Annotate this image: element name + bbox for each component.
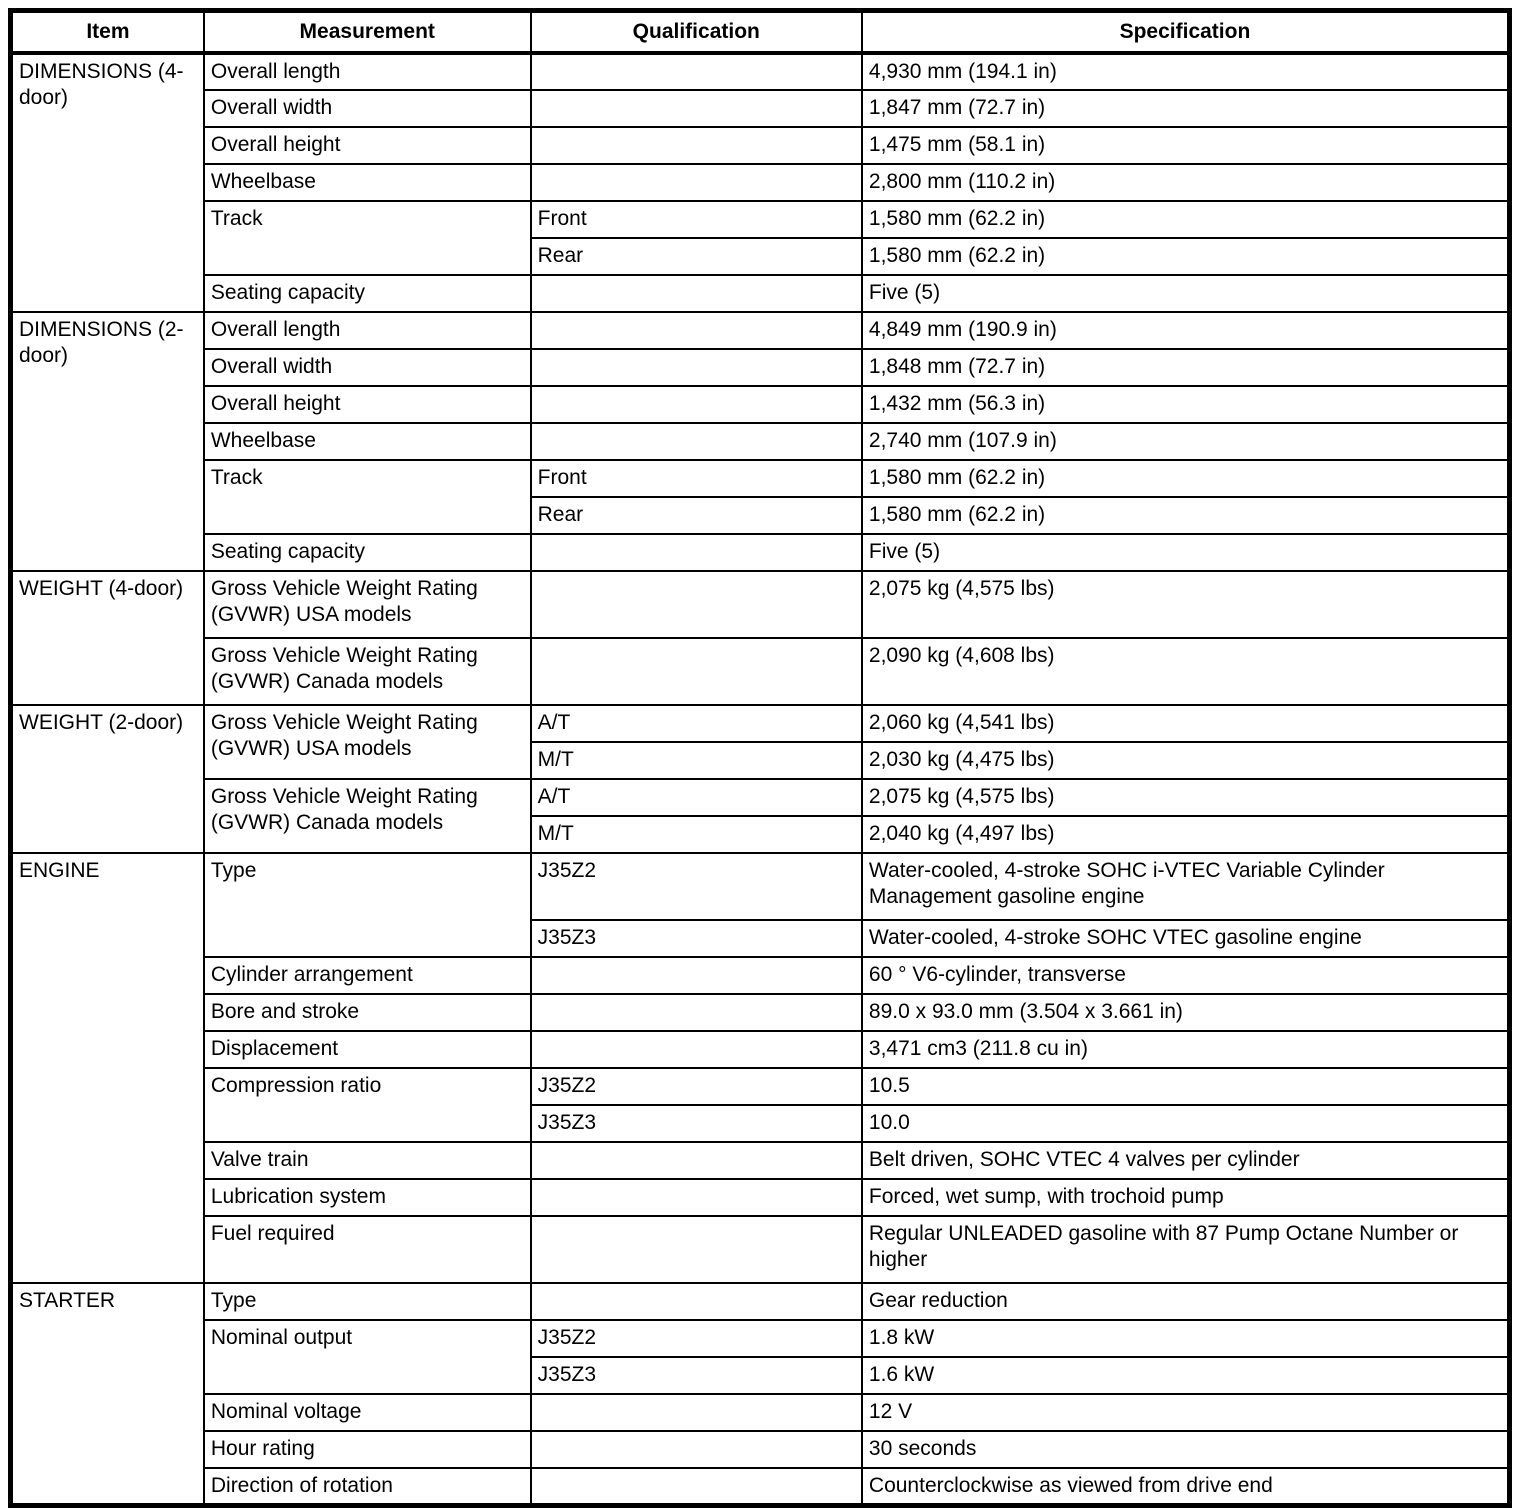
cell-qualification: Front — [531, 201, 862, 238]
cell-qualification — [531, 638, 862, 705]
cell-item: ENGINE — [11, 853, 204, 1283]
cell-specification: 4,930 mm (194.1 in) — [862, 53, 1510, 90]
table-row — [11, 164, 1510, 201]
cell-specification: 1,580 mm (62.2 in) — [862, 460, 1510, 497]
cell-measurement: Displacement — [204, 1031, 531, 1068]
cell-specification: 1,848 mm (72.7 in) — [862, 349, 1510, 386]
cell-qualification — [531, 1216, 862, 1283]
cell-specification: 12 V — [862, 1394, 1510, 1431]
cell-specification: Gear reduction — [862, 1283, 1510, 1320]
table-row — [11, 534, 1510, 571]
cell-specification: Five (5) — [862, 275, 1510, 312]
cell-item: WEIGHT (2-door) — [11, 705, 204, 853]
cell-measurement: Overall height — [204, 127, 531, 164]
cell-specification: 30 seconds — [862, 1431, 1510, 1468]
cell-measurement: Gross Vehicle Weight Rating (GVWR) Canada models — [204, 779, 531, 853]
cell-specification: 4,849 mm (190.9 in) — [862, 312, 1510, 349]
cell-measurement: Seating capacity — [204, 275, 531, 312]
cell-specification: 2,075 kg (4,575 lbs) — [862, 779, 1510, 816]
header-item: Item — [11, 11, 204, 54]
cell-qualification: A/T — [531, 705, 862, 742]
table-row — [11, 1320, 1510, 1357]
cell-qualification: J35Z2 — [531, 853, 862, 920]
cell-specification: 2,800 mm (110.2 in) — [862, 164, 1510, 201]
cell-qualification: Front — [531, 460, 862, 497]
cell-specification: 2,060 kg (4,541 lbs) — [862, 705, 1510, 742]
table-row — [11, 127, 1510, 164]
cell-measurement: Wheelbase — [204, 164, 531, 201]
cell-qualification — [531, 1142, 862, 1179]
cell-specification: Regular UNLEADED gasoline with 87 Pump Octane Number or higher — [862, 1216, 1510, 1283]
cell-measurement: Lubrication system — [204, 1179, 531, 1216]
table-row — [11, 779, 1510, 816]
spec-table-body — [11, 53, 1510, 1505]
cell-qualification: M/T — [531, 742, 862, 779]
table-row — [11, 1394, 1510, 1431]
table-row — [11, 349, 1510, 386]
cell-measurement: Hour rating — [204, 1431, 531, 1468]
cell-qualification: J35Z2 — [531, 1068, 862, 1105]
cell-specification: 60 ° V6-cylinder, transverse — [862, 957, 1510, 994]
cell-item: STARTER — [11, 1283, 204, 1505]
cell-qualification: J35Z3 — [531, 1105, 862, 1142]
cell-qualification — [531, 164, 862, 201]
cell-qualification — [531, 1394, 862, 1431]
cell-specification: Belt driven, SOHC VTEC 4 valves per cylinder — [862, 1142, 1510, 1179]
cell-measurement: Nominal voltage — [204, 1394, 531, 1431]
table-row — [11, 705, 1510, 742]
table-row — [11, 957, 1510, 994]
table-row — [11, 201, 1510, 238]
spec-table — [8, 8, 1512, 1508]
cell-specification: Water-cooled, 4-stroke SOHC i-VTEC Variable Cylinder Management gasoline engine — [862, 853, 1510, 920]
cell-qualification — [531, 1468, 862, 1505]
cell-specification: 1,580 mm (62.2 in) — [862, 201, 1510, 238]
cell-measurement: Seating capacity — [204, 534, 531, 571]
cell-measurement: Nominal output — [204, 1320, 531, 1394]
cell-measurement: Bore and stroke — [204, 994, 531, 1031]
cell-specification: 2,040 kg (4,497 lbs) — [862, 816, 1510, 853]
cell-measurement: Overall height — [204, 386, 531, 423]
table-row — [11, 275, 1510, 312]
cell-measurement: Compression ratio — [204, 1068, 531, 1142]
table-row — [11, 312, 1510, 349]
cell-specification: Water-cooled, 4-stroke SOHC VTEC gasoline engine — [862, 920, 1510, 957]
cell-qualification: M/T — [531, 816, 862, 853]
cell-specification: 2,030 kg (4,475 lbs) — [862, 742, 1510, 779]
cell-specification: 2,090 kg (4,608 lbs) — [862, 638, 1510, 705]
cell-specification: 1.8 kW — [862, 1320, 1510, 1357]
table-row — [11, 1283, 1510, 1320]
table-row — [11, 1431, 1510, 1468]
cell-qualification — [531, 90, 862, 127]
cell-measurement: Gross Vehicle Weight Rating (GVWR) Canada models — [204, 638, 531, 705]
cell-specification: 10.5 — [862, 1068, 1510, 1105]
cell-specification: 1,580 mm (62.2 in) — [862, 238, 1510, 275]
cell-measurement: Gross Vehicle Weight Rating (GVWR) USA models — [204, 705, 531, 779]
cell-specification: Forced, wet sump, with trochoid pump — [862, 1179, 1510, 1216]
cell-qualification — [531, 423, 862, 460]
cell-specification: 3,471 cm3 (211.8 cu in) — [862, 1031, 1510, 1068]
table-row — [11, 571, 1510, 638]
header-measurement: Measurement — [204, 11, 531, 54]
cell-measurement: Track — [204, 201, 531, 275]
cell-item: WEIGHT (4-door) — [11, 571, 204, 705]
table-row — [11, 853, 1510, 920]
cell-measurement: Cylinder arrangement — [204, 957, 531, 994]
cell-measurement: Wheelbase — [204, 423, 531, 460]
table-row — [11, 1179, 1510, 1216]
cell-item: DIMENSIONS (4-door) — [11, 53, 204, 312]
header-specification: Specification — [862, 11, 1510, 54]
cell-specification: 2,740 mm (107.9 in) — [862, 423, 1510, 460]
cell-qualification — [531, 1179, 862, 1216]
cell-measurement: Overall width — [204, 349, 531, 386]
cell-qualification: J35Z3 — [531, 1357, 862, 1394]
table-row — [11, 423, 1510, 460]
cell-qualification — [531, 957, 862, 994]
table-row — [11, 994, 1510, 1031]
cell-qualification — [531, 53, 862, 90]
cell-qualification: Rear — [531, 238, 862, 275]
cell-specification: 1,847 mm (72.7 in) — [862, 90, 1510, 127]
cell-measurement: Overall length — [204, 53, 531, 90]
cell-specification: 1,580 mm (62.2 in) — [862, 497, 1510, 534]
cell-measurement: Type — [204, 1283, 531, 1320]
cell-specification: 1,475 mm (58.1 in) — [862, 127, 1510, 164]
table-row — [11, 53, 1510, 90]
table-row — [11, 90, 1510, 127]
cell-qualification — [531, 349, 862, 386]
cell-qualification: J35Z3 — [531, 920, 862, 957]
cell-qualification — [531, 1031, 862, 1068]
cell-qualification — [531, 1431, 862, 1468]
table-row — [11, 1068, 1510, 1105]
table-row — [11, 1031, 1510, 1068]
cell-item: DIMENSIONS (2-door) — [11, 312, 204, 571]
cell-qualification — [531, 275, 862, 312]
cell-specification: Counterclockwise as viewed from drive end — [862, 1468, 1510, 1505]
table-row — [11, 1142, 1510, 1179]
header-qualification: Qualification — [531, 11, 862, 54]
cell-qualification — [531, 994, 862, 1031]
table-row — [11, 460, 1510, 497]
cell-qualification: J35Z2 — [531, 1320, 862, 1357]
cell-measurement: Type — [204, 853, 531, 957]
cell-qualification — [531, 1283, 862, 1320]
cell-measurement: Fuel required — [204, 1216, 531, 1283]
cell-specification: 2,075 kg (4,575 lbs) — [862, 571, 1510, 638]
cell-measurement: Gross Vehicle Weight Rating (GVWR) USA models — [204, 571, 531, 638]
cell-measurement: Direction of rotation — [204, 1468, 531, 1505]
cell-qualification — [531, 386, 862, 423]
cell-specification: Five (5) — [862, 534, 1510, 571]
table-row — [11, 1216, 1510, 1283]
cell-measurement: Overall length — [204, 312, 531, 349]
spec-table-header — [11, 11, 1510, 54]
cell-specification: 1,432 mm (56.3 in) — [862, 386, 1510, 423]
cell-qualification — [531, 534, 862, 571]
table-row — [11, 386, 1510, 423]
cell-measurement: Track — [204, 460, 531, 534]
cell-measurement: Valve train — [204, 1142, 531, 1179]
cell-qualification — [531, 571, 862, 638]
header-row — [11, 11, 1510, 54]
cell-specification: 10.0 — [862, 1105, 1510, 1142]
cell-measurement: Overall width — [204, 90, 531, 127]
table-row — [11, 1468, 1510, 1505]
table-row — [11, 638, 1510, 705]
cell-qualification: A/T — [531, 779, 862, 816]
cell-qualification — [531, 127, 862, 164]
cell-specification: 1.6 kW — [862, 1357, 1510, 1394]
cell-qualification: Rear — [531, 497, 862, 534]
cell-qualification — [531, 312, 862, 349]
cell-specification: 89.0 x 93.0 mm (3.504 x 3.661 in) — [862, 994, 1510, 1031]
